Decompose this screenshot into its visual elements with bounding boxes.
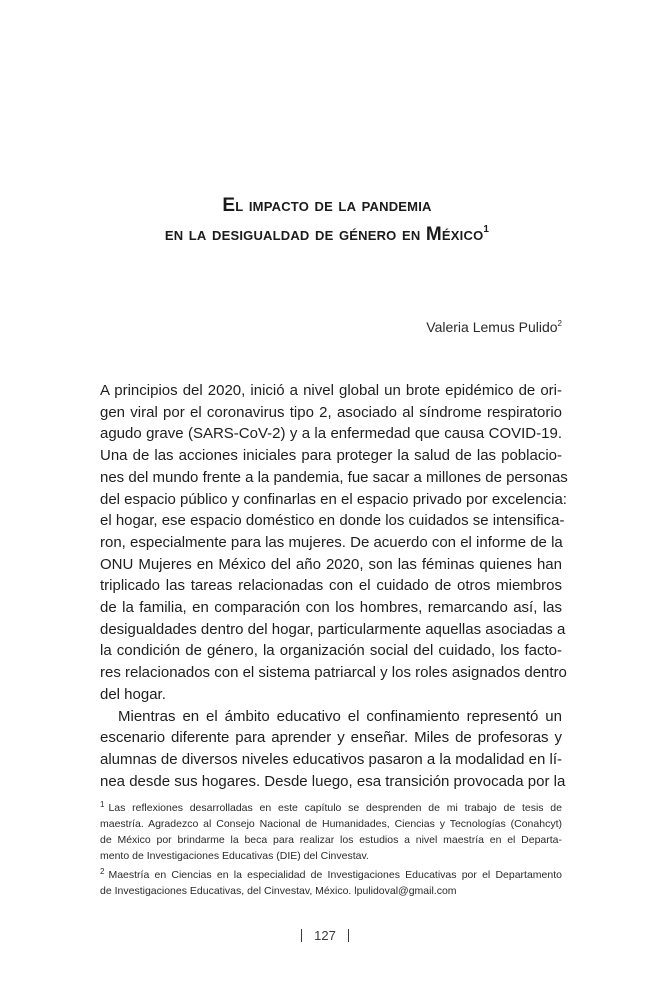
paragraph-line: del espacio público y confinarlas en el espacio privado por excelencia: [100,490,567,508]
author-footnote-mark[interactable]: 2 [557,319,562,328]
chapter-title-line-1: El impacto de la pandemia [222,195,432,216]
paragraph-line: del hogar. [100,685,166,703]
page-number-left-bar [301,929,303,942]
paragraph-line: Mientras en el ámbito educativo el confinamiento representó un [118,707,562,725]
paragraph-line: res relacionados con el sistema patriarcal y los roles asignados dentro [100,664,567,682]
paragraph-line: ron, especialmente para las mujeres. De acuerdo con el informe de la [100,533,563,551]
paragraph-line: de la familia, en comparación con los hombres, remarcando así, las [100,599,562,617]
footnote-line: mento de Investigaciones Educativas (DIE) del Cinvestav. [100,850,369,862]
paragraph-line: ONU Mujeres en México del año 2020, son las féminas quienes han [100,555,562,573]
paragraph-line: triplicado las tareas relacionadas con el cuidado de otros miembros [100,577,562,595]
paragraph-line: desigualdades dentro del hogar, particularmente aquellas asociadas a [100,620,566,638]
author-byline [426,319,562,335]
footnote-line: de Investigaciones Educativas, del Cinvestav, México. lpulidoval@gmail.com [100,885,457,897]
paragraph-1 [100,380,568,706]
title-footnote-mark[interactable]: 1 [483,224,490,235]
footnote-1 [100,797,562,864]
body-text [100,380,568,792]
paragraph-line: agudo grave (SARS-CoV-2) y a la enfermedad que causa COVID-19. [100,425,562,443]
paragraph-line: escenario diferente para aprender y enseñar. Miles de profesoras y [100,729,562,747]
paragraph-line: A principios del 2020, inició a nivel global un brote epidémico de ori- [100,382,562,399]
paragraph-line: la condición de género, la organización social del cuidado, los facto- [100,642,562,660]
footnote-line-text: Maestría en Ciencias en la especialidad de Investigaciones Educativas por el Departamento [108,869,562,881]
page-number-right-bar [348,929,350,942]
footnotes [100,797,562,899]
chapter-title [90,194,564,247]
paragraph-line: nea desde sus hogares. Desde luego, esa transición provocada por la [100,772,566,790]
author-name: Valeria Lemus Pulido [426,319,558,335]
chapter-title-line-2-text: en la desigualdad de género en México [164,224,484,245]
chapter-title-line-2 [90,218,564,247]
footnote-line: de México por brindarme la beca para realizar los estudios a nivel maestría en el Departa- [100,834,562,846]
paragraph-line: Una de las acciones iniciales para proteger la salud de las poblacio- [100,447,562,465]
paragraph-2 [100,706,566,793]
footnote-line [100,864,562,883]
footnote-2-mark: 2 [100,867,105,876]
footnote-1-mark: 1 [100,800,105,809]
paragraph-line: alumnas de diversos niveles educativos pasaron a la modalidad en lí- [100,750,562,768]
footnote-2 [100,864,562,899]
page-number: 127 [314,928,336,943]
paragraph-line: nes del mundo frente a la pandemia, fue sacar a millones de personas [100,468,568,486]
footnote-line-text: Las reflexiones desarrolladas en este capítulo se desprenden de mi trabajo de tesis de [108,802,562,814]
paragraph-line: gen viral por el coronavirus tipo 2, asociado al síndrome respiratorio [100,403,562,421]
footnote-line [100,797,562,816]
footnote-line: maestría. Agradezco al Consejo Nacional de Humanidades, Ciencias y Tecnologías (Conahcyt) [100,818,562,830]
page-number-footer [0,928,650,943]
paragraph-line: el hogar, ese espacio doméstico en donde los cuidados se intensifica- [100,512,565,530]
